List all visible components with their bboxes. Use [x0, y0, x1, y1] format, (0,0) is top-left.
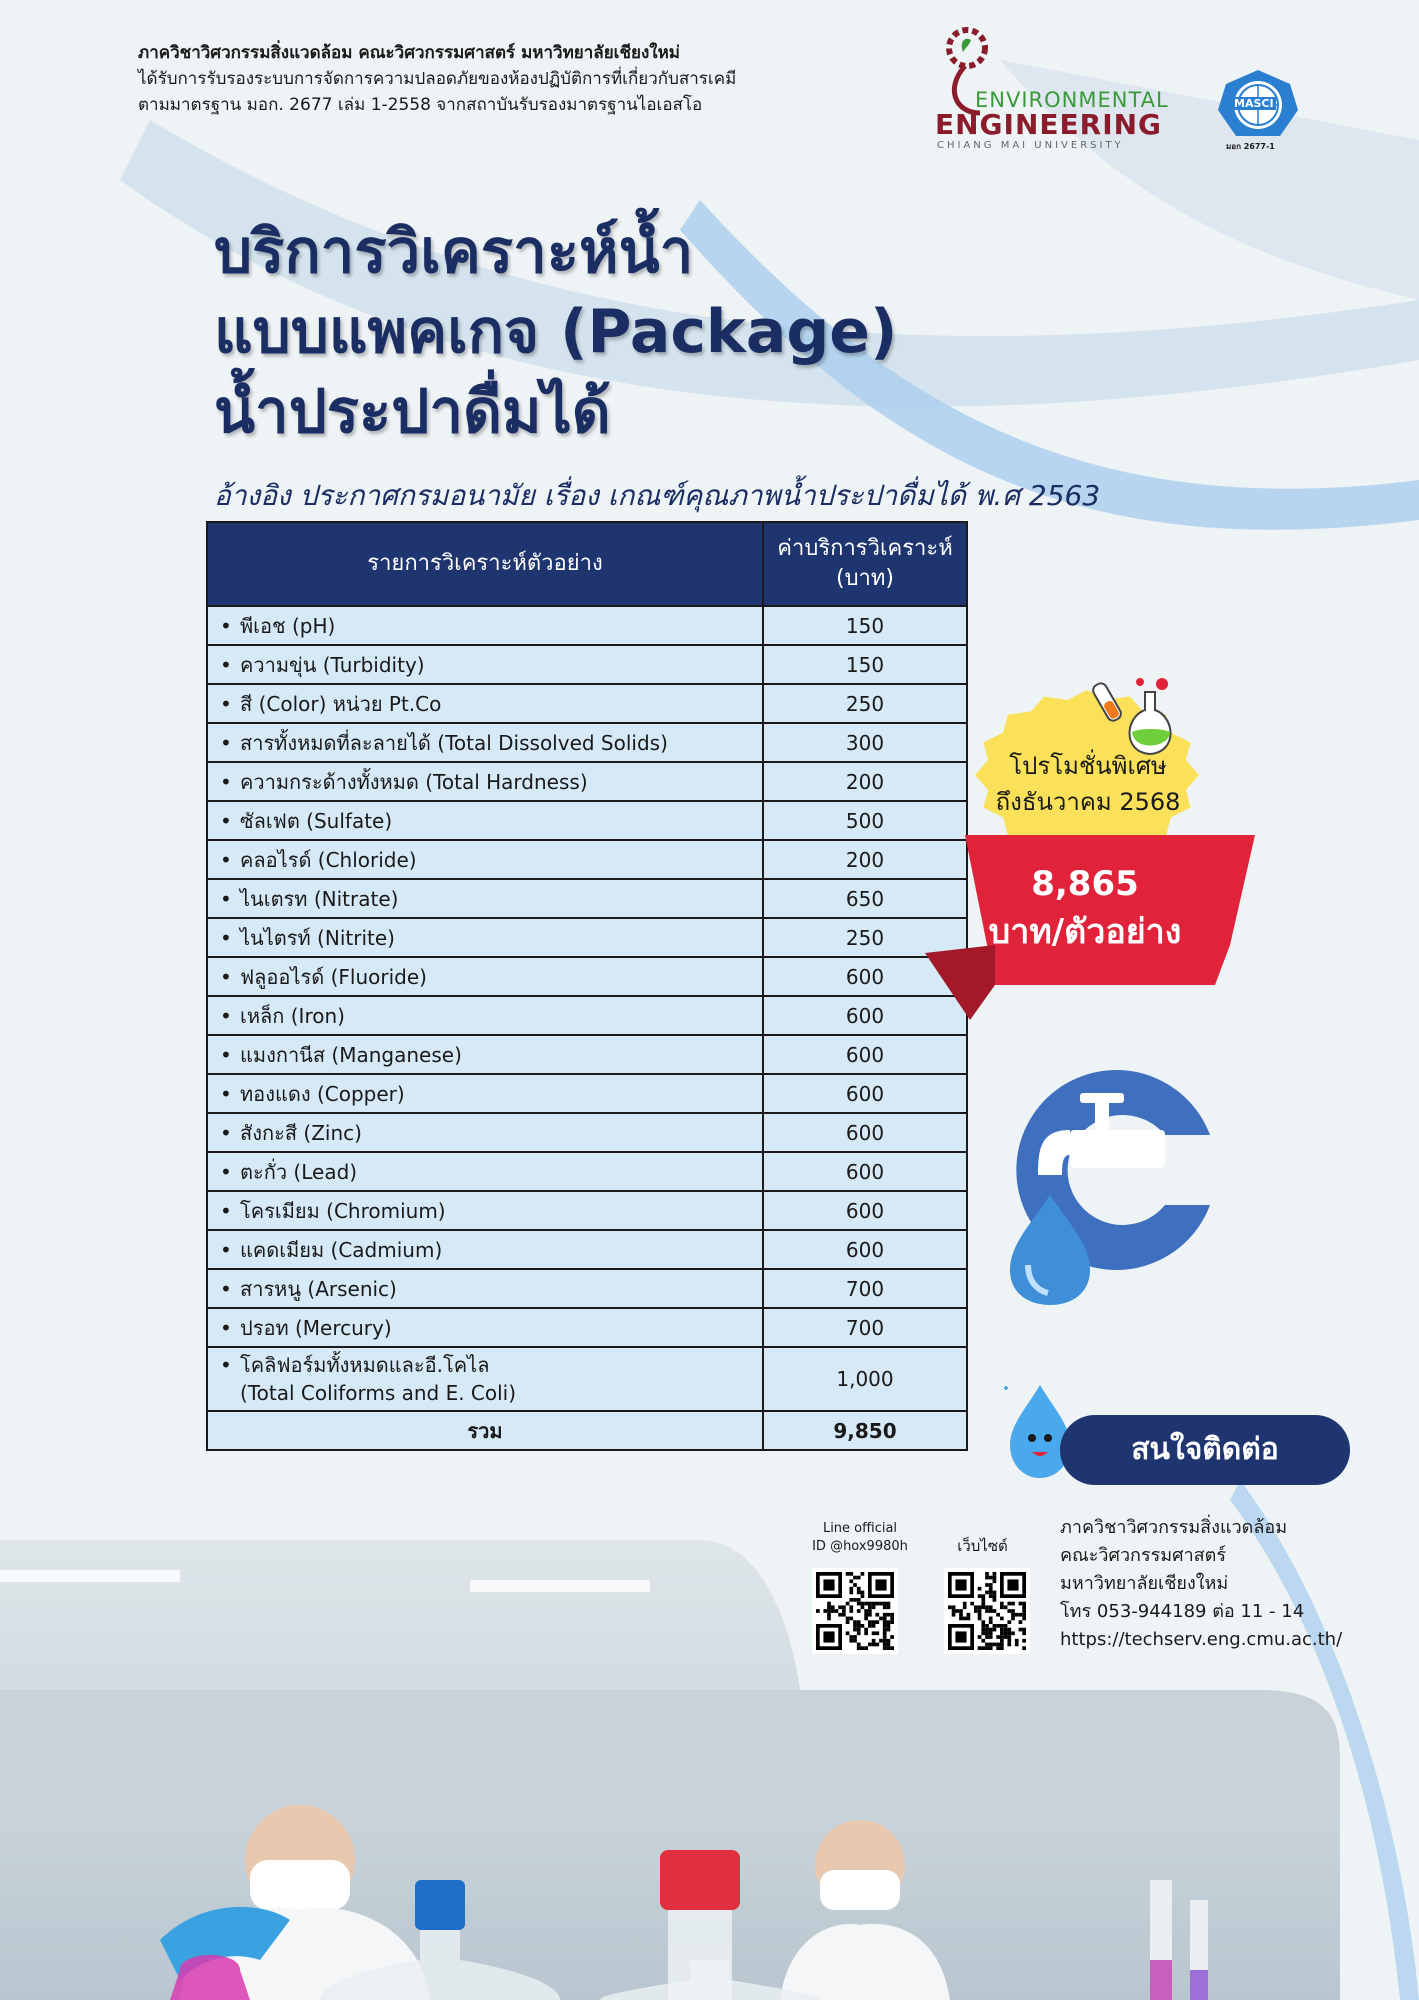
- bullet: •: [220, 1198, 232, 1223]
- bullet: •: [220, 769, 232, 794]
- table-row: [207, 840, 967, 879]
- bullet: •: [220, 925, 232, 950]
- table-row: [207, 879, 967, 918]
- contact-university: มหาวิทยาลัยเชียงใหม่: [1060, 1573, 1229, 1594]
- row-name: [207, 1113, 763, 1152]
- line-label-1: Line official: [822, 1521, 898, 1536]
- contact-button[interactable]: สนใจติดต่อ: [1060, 1415, 1350, 1485]
- bullet: •: [220, 1237, 232, 1262]
- row-name: [207, 684, 763, 723]
- row-name: [207, 957, 763, 996]
- header-text: [138, 40, 918, 118]
- row-price: 250: [763, 918, 967, 957]
- reference-subtitle: อ้างอิง ประกาศกรมอนามัย เรื่อง เกณฑ์คุณภาพน้ำประปาดื่มได้ พ.ศ 2563: [214, 479, 1101, 512]
- row-name-text: สังกะสี (Zinc): [240, 1120, 362, 1145]
- bullet: •: [220, 847, 232, 872]
- row-name-text: สารทั้งหมดที่ละลายได้ (Total Dissolved Solids): [240, 730, 668, 755]
- promo-price: [950, 860, 1220, 956]
- row-name: [207, 879, 763, 918]
- row-name-text: ปรอท (Mercury): [240, 1315, 392, 1340]
- header-department: ภาควิชาวิศวกรรมสิ่งแวดล้อม คณะวิศวกรรมศาสตร์ มหาวิทยาลัยเชียงใหม่: [138, 43, 681, 63]
- bullet: •: [220, 730, 232, 755]
- row-name-text: ฟลูออไรด์ (Fluoride): [240, 964, 427, 989]
- promo-price-unit: บาท/ตัวอย่าง: [988, 912, 1182, 952]
- row-price: 1,000: [763, 1347, 967, 1411]
- table-row: [207, 1035, 967, 1074]
- row-name: [207, 1035, 763, 1074]
- masci-logo: [1218, 70, 1298, 158]
- row-price: 200: [763, 762, 967, 801]
- promo-price-value: 8,865: [1031, 864, 1139, 904]
- bullet: •: [220, 1081, 232, 1106]
- total-label: รวม: [207, 1411, 763, 1450]
- table-row: [207, 1191, 967, 1230]
- row-name-text: พีเอช (pH): [240, 613, 336, 638]
- table-row: [207, 996, 967, 1035]
- row-price: 150: [763, 606, 967, 645]
- header-price-line1: ค่าบริการวิเคราะห์: [777, 536, 953, 561]
- bullet: •: [220, 1276, 232, 1301]
- row-price: 150: [763, 645, 967, 684]
- row-price: 300: [763, 723, 967, 762]
- table-row: [207, 918, 967, 957]
- row-price: 600: [763, 957, 967, 996]
- promo-line-1: โปรโมชั่นพิเศษ: [1009, 752, 1167, 780]
- table-row: [207, 762, 967, 801]
- row-price: 600: [763, 1152, 967, 1191]
- row-price: 600: [763, 1113, 967, 1152]
- row-name: [207, 1191, 763, 1230]
- row-price: 250: [763, 684, 967, 723]
- row-name: [207, 1308, 763, 1347]
- header-certification: ได้รับการรับรองระบบการจัดการความปลอดภัยของห้องปฏิบัติการที่เกี่ยวกับสารเคมี: [138, 69, 737, 89]
- masci-name: MASCI: [1234, 97, 1274, 110]
- title-line-1: บริการวิเคราะห์น้ำ: [214, 217, 694, 287]
- contact-faculty: คณะวิศวกรรมศาสตร์: [1060, 1545, 1227, 1566]
- table-row-total: [207, 1411, 967, 1450]
- row-name: [207, 1152, 763, 1191]
- table-row-coliform: [207, 1347, 967, 1411]
- row-price: 600: [763, 1191, 967, 1230]
- website-label: เว็บไซต์: [957, 1537, 1008, 1555]
- header-item: รายการวิเคราะห์ตัวอย่าง: [207, 522, 763, 606]
- bullet: •: [220, 808, 232, 833]
- row-name: [207, 762, 763, 801]
- row-price: 200: [763, 840, 967, 879]
- table-body: [207, 606, 967, 1450]
- row-price: 500: [763, 801, 967, 840]
- table-row: [207, 1074, 967, 1113]
- row-name: [207, 1269, 763, 1308]
- table-row: [207, 1230, 967, 1269]
- logo-text-engineering: ENGINEERING: [935, 108, 1163, 141]
- row-price: 700: [763, 1308, 967, 1347]
- bullet: •: [220, 1003, 232, 1028]
- row-name: [207, 801, 763, 840]
- table-row: [207, 684, 967, 723]
- row-name: [207, 606, 763, 645]
- row-price: 600: [763, 996, 967, 1035]
- header-price: [763, 522, 967, 606]
- header-standard: ตามมาตรฐาน มอก. 2677 เล่ม 1-2558 จากสถาบันรับรองมาตรฐานไอเอสโอ: [138, 95, 703, 115]
- bullet: •: [220, 964, 232, 989]
- table-row: [207, 723, 967, 762]
- row-name-text: สี (Color) หน่วย Pt.Co: [240, 691, 442, 716]
- promo-line-2: ถึงธันวาคม 2568: [995, 788, 1181, 816]
- row-name: [207, 996, 763, 1035]
- row-name: [207, 918, 763, 957]
- table-row: [207, 1152, 967, 1191]
- row-name-text: ไนเตรท (Nitrate): [240, 886, 399, 911]
- bullet: •: [220, 613, 232, 638]
- environmental-engineering-logo: [935, 18, 1185, 158]
- table-row: [207, 606, 967, 645]
- row-name-text: ซัลเฟต (Sulfate): [240, 808, 393, 833]
- promo-text: [968, 748, 1208, 820]
- row-name: [207, 723, 763, 762]
- row-name-text: ความขุ่น (Turbidity): [240, 652, 425, 677]
- row-name-text: ไนไตรท์ (Nitrite): [240, 925, 395, 950]
- table-row: [207, 1308, 967, 1347]
- row-name: [207, 1347, 763, 1411]
- row-price: 650: [763, 879, 967, 918]
- row-name-text: แมงกานีส (Manganese): [240, 1042, 462, 1067]
- row-name-text: เหล็ก (Iron): [240, 1003, 345, 1028]
- bullet: •: [220, 1353, 232, 1377]
- row-name-line1: โคลิฟอร์มทั้งหมดและอี.โคไล: [240, 1353, 490, 1377]
- bullet: •: [220, 652, 232, 677]
- price-table: [206, 521, 968, 1451]
- table-row: [207, 1113, 967, 1152]
- bullet: •: [220, 1315, 232, 1340]
- header-price-line2: (บาท): [836, 566, 894, 591]
- row-name-text: ความกระด้างทั้งหมด (Total Hardness): [240, 769, 588, 794]
- bullet: •: [220, 886, 232, 911]
- row-name: [207, 645, 763, 684]
- row-name-line2: (Total Coliforms and E. Coli): [240, 1381, 517, 1405]
- bullet: •: [220, 1120, 232, 1145]
- contact-phone: โทร 053-944189 ต่อ 11 - 14: [1060, 1601, 1305, 1622]
- water-tap-icon: [1000, 1035, 1210, 1305]
- masci-standard: มอก 2677-1: [1226, 142, 1275, 151]
- table-row: [207, 645, 967, 684]
- row-name-text: คลอไรด์ (Chloride): [240, 847, 417, 872]
- title-line-2: แบบแพคเกจ (Package): [214, 297, 898, 367]
- row-name: [207, 840, 763, 879]
- line-label-2: ID @hox9980h: [812, 1539, 908, 1554]
- row-price: 600: [763, 1230, 967, 1269]
- row-name-text: ตะกั่ว (Lead): [240, 1159, 358, 1184]
- title-line-3: น้ำประปาดื่มได้: [214, 377, 611, 447]
- table-row: [207, 957, 967, 996]
- row-price: 700: [763, 1269, 967, 1308]
- row-name-text: แคดเมียม (Cadmium): [240, 1237, 443, 1262]
- bullet: •: [220, 1042, 232, 1067]
- row-name-text: สารหนู (Arsenic): [240, 1276, 397, 1301]
- table-row: [207, 801, 967, 840]
- logo-text-university: CHIANG MAI UNIVERSITY: [937, 140, 1124, 151]
- table-header-row: [207, 522, 967, 606]
- row-price: 600: [763, 1035, 967, 1074]
- row-name: [207, 1074, 763, 1113]
- row-price: 600: [763, 1074, 967, 1113]
- contact-website[interactable]: https://techserv.eng.cmu.ac.th/: [1060, 1629, 1343, 1650]
- page-title: [214, 212, 1114, 452]
- table-row: [207, 1269, 967, 1308]
- row-name: [207, 1230, 763, 1269]
- logo-text-environmental: ENVIRONMENTAL: [975, 88, 1169, 112]
- bullet: •: [220, 1159, 232, 1184]
- total-value: 9,850: [763, 1411, 967, 1450]
- row-name-text: โครเมียม (Chromium): [240, 1198, 446, 1223]
- lab-photo: [0, 1540, 1419, 2000]
- row-name-text: ทองแดง (Copper): [240, 1081, 405, 1106]
- contact-department: ภาควิชาวิศวกรรมสิ่งแวดล้อม: [1060, 1517, 1288, 1538]
- bullet: •: [220, 691, 232, 716]
